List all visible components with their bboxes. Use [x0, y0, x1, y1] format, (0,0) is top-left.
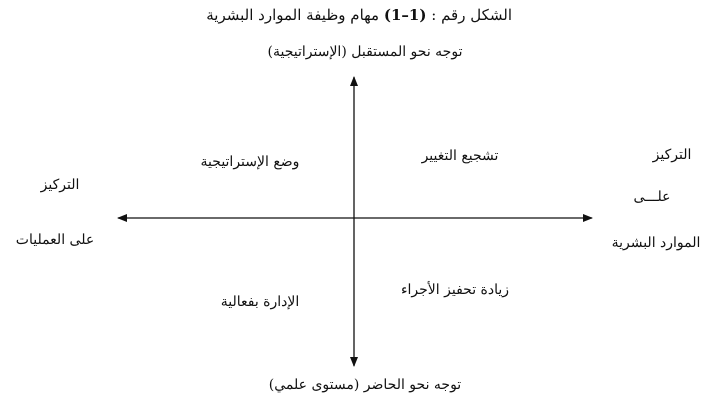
axis-label-top: توجه نحو المستقبل (الإستراتيجية) — [267, 44, 463, 60]
axis-label-right-line3: الموارد البشرية — [611, 235, 701, 251]
quadrant-top-left-label: وضع الإستراتيجية — [200, 154, 300, 170]
figure-title-prefix: الشكل رقم : — [431, 6, 512, 24]
axis-label-right-line1: التركيز — [652, 147, 692, 163]
axis-label-left-line2: على العمليات — [15, 232, 95, 248]
quadrant-bottom-left-label: الإدارة بفعالية — [220, 294, 300, 310]
figure-title-text: مهام وظيفة الموارد البشرية — [206, 6, 380, 24]
axis-label-bottom: توجه نحو الحاضر (مستوى علمي) — [268, 377, 462, 393]
axis-label-left-line1: التركيز — [40, 177, 80, 193]
figure-title-number: (1–1) — [383, 6, 427, 24]
quadrant-bottom-right-label: زيادة تحفيز الأجراء — [400, 282, 510, 298]
axis-label-right-line2: علـــى — [633, 189, 671, 205]
quadrant-top-right-label: تشجيع التغيير — [421, 148, 499, 164]
